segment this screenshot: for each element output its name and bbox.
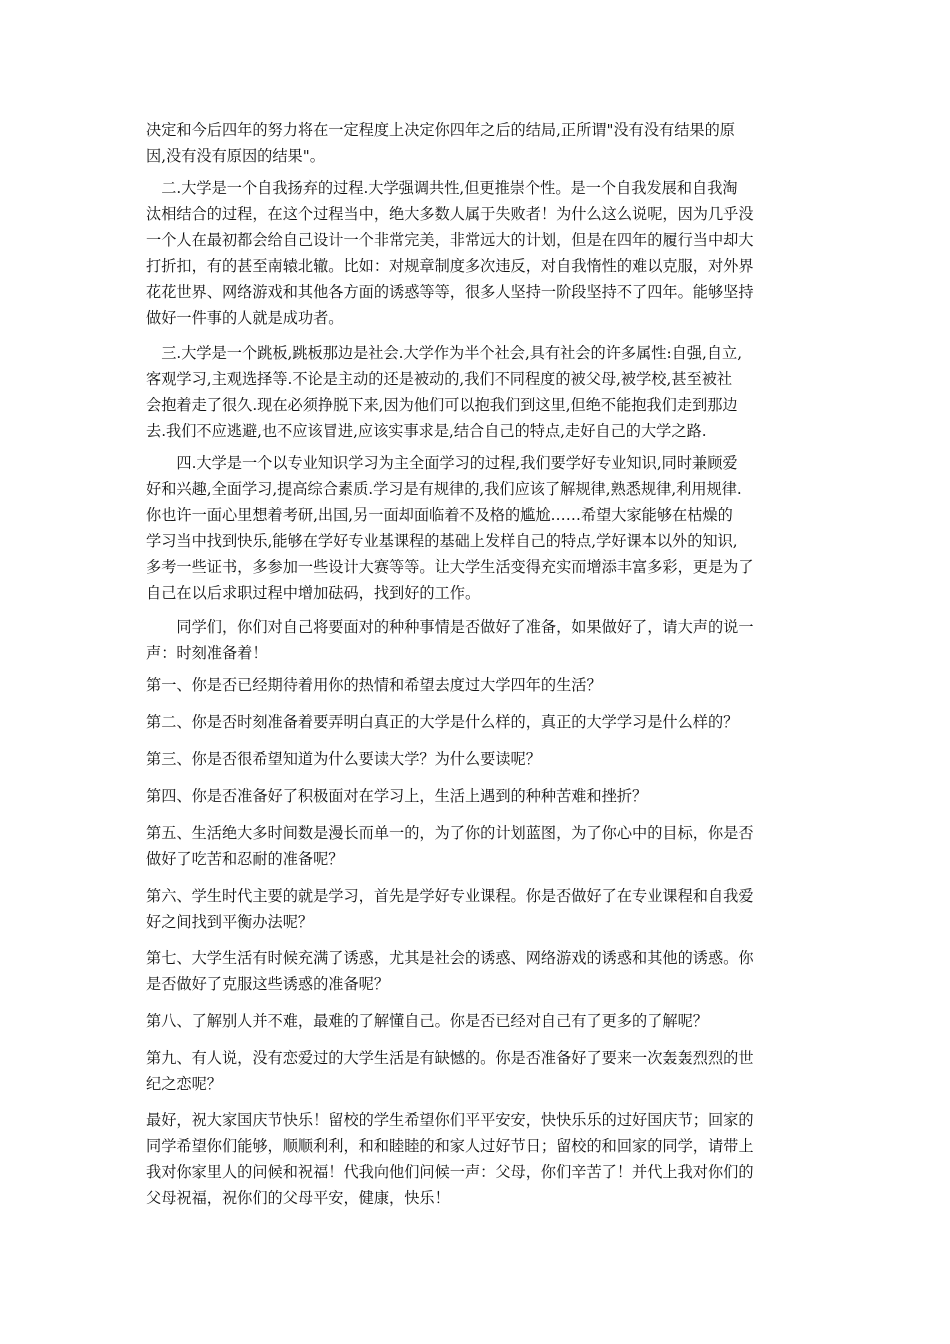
text-line: 第四、你是否准备好了积极面对在学习上，生活上遇到的种种苦难和挫折？ (146, 787, 648, 805)
text-line: 打折扣，有的甚至南辕北辙。比如：对规章制度多次违反，对自我惰性的难以克服，对外界 (146, 257, 754, 275)
text-line: 客观学习,主观选择等.不论是主动的还是被动的,我们不同程度的被父母,被学校,甚至被社 (146, 370, 733, 388)
text-line: 纪之恋呢？ (146, 1075, 222, 1093)
text-line: 会抱着走了很久.现在必须挣脱下来,因为他们可以抱我们到这里,但绝不能抱我们走到那边 (146, 396, 738, 414)
text-line: 你也许一面心里想着考研,出国,另一面却面临着不及格的尴尬……希望大家能够在枯燥的 (146, 506, 733, 524)
text-line: 第六、学生时代主要的就是学习，首先是学好专业课程。你是否做好了在专业课程和自我爱 (146, 887, 754, 905)
text-line: 第二、你是否时刻准备着要弄明白真正的大学是什么样的，真正的大学学习是什么样的？ (146, 713, 739, 731)
text-line: 第九、有人说，没有恋爱过的大学生活是有缺憾的。你是否准备好了要来一次轰轰烈烈的世 (146, 1049, 754, 1067)
text-line: 我对你家里人的问候和祝福！代我向他们问候一声：父母，你们辛苦了！并代上我对你们的 (146, 1163, 754, 1181)
text-line: 是否做好了克服这些诱惑的准备呢？ (146, 975, 389, 993)
text-line: 好和兴趣,全面学习,提高综合素质.学习是有规律的,我们应该了解规律,熟悉规律,利用规律. (146, 480, 742, 498)
text-line: 声：时刻准备着！ (146, 644, 268, 662)
text-line: 自己在以后求职过程中增加砝码，找到好的工作。 (146, 584, 481, 602)
question-eight (146, 1008, 810, 1034)
text-line: 三.大学是一个跳板,跳板那边是社会.大学作为半个社会,具有社会的许多属性:自强,自立, (146, 344, 743, 362)
text-line: 决定和今后四年的努力将在一定程度上决定你四年之后的结局,正所谓"没有没有结果的原 (146, 121, 735, 139)
text-line: 学习当中找到快乐,能够在学好专业基课程的基础上发样自己的特点,学好课本以外的知识, (146, 532, 738, 550)
paragraph-intro-continuation (146, 117, 810, 169)
question-six (146, 883, 810, 935)
text-line: 父母祝福，祝你们的父母平安，健康，快乐！ (146, 1189, 450, 1207)
text-line: 二.大学是一个自我扬弃的过程.大学强调共性,但更推崇个性。是一个自我发展和自我淘 (146, 179, 738, 197)
text-line: 做好一件事的人就是成功者。 (146, 309, 344, 327)
question-three (146, 746, 810, 772)
paragraph-point-two (146, 175, 810, 331)
text-line: 花花世界、网络游戏和其他各方面的诱惑等等，很多人坚持一阶段坚持不了四年。能够坚持 (146, 283, 754, 301)
text-line: 去.我们不应逃避,也不应该冒进,应该实事求是,结合自己的特点,走好自己的大学之路. (146, 422, 707, 440)
text-line: 好之间找到平衡办法呢？ (146, 913, 314, 931)
text-line: 做好了吃苦和忍耐的准备呢？ (146, 850, 344, 868)
question-five (146, 820, 810, 872)
text-line: 第五、生活绝大多时间数是漫长而单一的，为了你的计划蓝图，为了你心中的目标，你是否 (146, 824, 754, 842)
text-line: 第八、了解别人并不难，最难的了解懂自己。你是否已经对自己有了更多的了解呢？ (146, 1012, 708, 1030)
question-two (146, 709, 810, 735)
text-line: 汰相结合的过程，在这个过程当中，绝大多数人属于失败者！为什么这么说呢，因为几乎没 (146, 205, 754, 223)
question-nine (146, 1045, 810, 1097)
text-line: 一个人在最初都会给自己设计一个非常完美，非常远大的计划，但是在四年的履行当中却大 (146, 231, 754, 249)
text-line: 多考一些证书，多参加一些设计大赛等等。让大学生活变得充实而增添丰富多彩，更是为了 (146, 558, 754, 576)
paragraph-point-three (146, 340, 810, 444)
text-line: 同学们，你们对自己将要面对的种种事情是否做好了准备，如果做好了，请大声的说一 (146, 618, 754, 636)
paragraph-point-four (146, 450, 810, 606)
question-one (146, 672, 810, 698)
text-line: 最好，祝大家国庆节快乐！留校的学生希望你们平平安安，快快乐乐的过好国庆节；回家的 (146, 1111, 754, 1129)
text-line: 第三、你是否很希望知道为什么要读大学？为什么要读呢？ (146, 750, 541, 768)
paragraph-classmates (146, 614, 810, 666)
text-line: 因,没有没有原因的结果"。 (146, 147, 325, 165)
text-line: 第七、大学生活有时候充满了诱惑，尤其是社会的诱惑、网络游戏的诱惑和其他的诱惑。你 (146, 949, 754, 967)
text-line: 四.大学是一个以专业知识学习为主全面学习的过程,我们要学好专业知识,同时兼顾爱 (146, 454, 738, 472)
text-line: 第一、你是否已经期待着用你的热情和希望去度过大学四年的生活？ (146, 676, 602, 694)
paragraph-closing (146, 1107, 810, 1211)
question-seven (146, 945, 810, 997)
question-four (146, 783, 810, 809)
text-line: 同学希望你们能够，顺顺利利，和和睦睦的和家人过好节日；留校的和回家的同学，请带上 (146, 1137, 754, 1155)
